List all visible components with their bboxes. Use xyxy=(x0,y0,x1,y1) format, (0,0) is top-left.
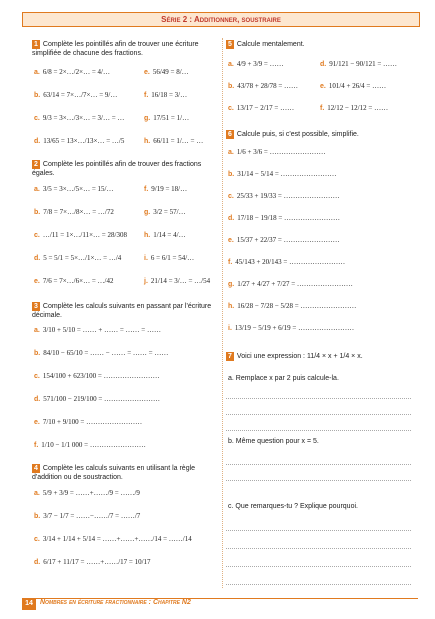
item-expression: 571/100 − 219/100 = …………………… xyxy=(43,395,161,403)
column-separator xyxy=(222,38,223,588)
exercise-item[interactable] xyxy=(144,206,186,219)
exercise-item[interactable] xyxy=(34,347,168,360)
item-expression: 56/49 = 8/… xyxy=(152,68,189,76)
exercise-6-title xyxy=(226,130,411,139)
item-label: a. xyxy=(228,149,234,156)
answer-line[interactable] xyxy=(226,430,411,431)
exercise-7-title xyxy=(226,352,411,361)
item-expression: 17/18 − 19/18 = …………………… xyxy=(237,214,341,222)
exercise-item[interactable] xyxy=(320,58,397,71)
item-expression: 1/14 = 4/… xyxy=(153,231,186,239)
item-label: a. xyxy=(34,490,40,497)
item-label: b. xyxy=(228,171,235,178)
item-label: e. xyxy=(34,278,40,285)
item-expression: 16/28 − 7/28 − 5/28 = …………………… xyxy=(237,302,357,310)
exercise-1-text: Complète les pointillés afin de trouver une écriture simplifiée de chacune des fractions. xyxy=(32,41,199,57)
item-expression: 17/51 = 1/… xyxy=(153,114,190,122)
exercise-item[interactable] xyxy=(144,183,187,196)
item-expression: 15/37 + 22/37 = …………………… xyxy=(236,236,340,244)
exercise-item[interactable] xyxy=(34,112,124,125)
item-expression: 13/19 − 5/19 + 6/19 = …………………… xyxy=(234,324,355,332)
exercise-2-title xyxy=(32,160,217,178)
item-label: b. xyxy=(34,350,41,357)
item-label: e. xyxy=(228,237,234,244)
item-label: g. xyxy=(144,209,151,216)
exercise-3-text: Complète les calculs suivants en passant par l'écriture décimale. xyxy=(32,303,212,319)
item-label: d. xyxy=(34,138,41,145)
exercise-item[interactable] xyxy=(228,190,340,203)
item-label: d. xyxy=(320,61,327,68)
item-expression: 66/11 = 1/… = … xyxy=(153,137,204,145)
answer-line[interactable] xyxy=(226,530,411,531)
page-number: 14 xyxy=(22,598,36,610)
item-label: a. xyxy=(228,61,234,68)
exercise-item[interactable] xyxy=(228,146,326,159)
exercise-7-question-c: c. Que remarques-tu ? Explique pourquoi. xyxy=(228,503,358,510)
item-expression: 84/10 − 65/10 = …… − …… = …… = …… xyxy=(43,349,169,357)
answer-line[interactable] xyxy=(226,584,411,585)
item-expression: 5/9 + 3/9 = ……+……/9 = ……/9 xyxy=(42,489,140,497)
item-expression: 4/9 + 3/9 = …… xyxy=(236,60,284,68)
exercise-item[interactable] xyxy=(144,89,187,102)
exercise-item[interactable] xyxy=(34,370,160,383)
item-expression: 16/18 = 3/… xyxy=(151,91,188,99)
item-label: c. xyxy=(34,232,40,239)
exercise-item[interactable] xyxy=(228,322,354,335)
item-label: d. xyxy=(34,559,41,566)
item-expression: 7/10 + 9/100 = …………………… xyxy=(42,418,143,426)
exercise-item[interactable] xyxy=(34,324,161,337)
item-expression: 21/14 = 3/… = …/54 xyxy=(150,277,211,285)
exercise-item[interactable] xyxy=(228,168,337,181)
item-label: g. xyxy=(228,281,235,288)
exercise-item[interactable] xyxy=(144,112,189,125)
exercise-5-text: Calcule mentalement. xyxy=(236,41,305,48)
exercise-6-number: 6 xyxy=(228,131,232,138)
item-expression: 154/100 + 623/100 = …………………… xyxy=(42,372,160,380)
item-label: i. xyxy=(144,255,148,262)
item-label: f. xyxy=(228,259,233,266)
exercise-item[interactable] xyxy=(34,416,142,429)
exercise-item[interactable] xyxy=(144,229,186,242)
exercise-item[interactable] xyxy=(34,533,192,546)
exercise-item[interactable] xyxy=(34,487,140,500)
exercise-item[interactable] xyxy=(144,135,203,148)
exercise-7-question-b: b. Même question pour x = 5. xyxy=(228,438,319,445)
item-label: b. xyxy=(34,92,41,99)
exercise-1-number: 1 xyxy=(34,41,38,48)
item-expression: 91/121 − 90/121 = …… xyxy=(329,60,398,68)
exercise-item[interactable] xyxy=(228,80,298,93)
answer-line[interactable] xyxy=(226,480,411,481)
item-label: h. xyxy=(144,138,151,145)
item-expression: 43/78 + 28/78 = …… xyxy=(237,82,299,90)
answer-line[interactable] xyxy=(226,548,411,549)
exercise-7-number: 7 xyxy=(228,353,232,360)
exercise-item[interactable] xyxy=(320,80,386,93)
exercise-item[interactable] xyxy=(34,252,121,265)
item-label: a. xyxy=(34,327,40,334)
exercise-2-text: Complète les pointillés afin de trouver des fractions égales. xyxy=(32,161,202,177)
exercise-item[interactable] xyxy=(228,278,353,291)
answer-line[interactable] xyxy=(226,566,411,567)
item-label: d. xyxy=(34,396,41,403)
item-label: i. xyxy=(228,325,232,332)
answer-line[interactable] xyxy=(226,464,411,465)
exercise-item[interactable] xyxy=(34,206,114,219)
item-label: b. xyxy=(34,513,41,520)
answer-line[interactable] xyxy=(226,398,411,399)
item-expression: 1/27 + 4/27 + 7/27 = …………………… xyxy=(237,280,353,288)
answer-line[interactable] xyxy=(226,414,411,415)
exercise-4-text: Complète les calculs suivants en utilisant la règle d'addition ou de soustraction. xyxy=(32,465,196,481)
exercise-5-title xyxy=(226,40,411,49)
exercise-item[interactable] xyxy=(34,556,151,569)
item-label: f. xyxy=(34,442,39,449)
item-label: f. xyxy=(144,186,149,193)
exercise-item[interactable] xyxy=(144,66,189,79)
item-label: h. xyxy=(228,303,235,310)
item-label: b. xyxy=(228,83,235,90)
exercise-item[interactable] xyxy=(228,58,284,71)
exercise-item[interactable] xyxy=(34,275,113,288)
item-label: g. xyxy=(144,115,151,122)
item-label: e. xyxy=(34,419,40,426)
item-label: h. xyxy=(144,232,151,239)
item-label: c. xyxy=(228,193,234,200)
item-label: a. xyxy=(34,186,40,193)
item-expression: 63/14 = 7×…/7×… = 9/… xyxy=(43,91,118,99)
exercise-item[interactable] xyxy=(228,212,340,225)
exercise-3-number: 3 xyxy=(34,303,38,310)
item-label: d. xyxy=(228,215,235,222)
item-expression: 45/143 + 20/143 = …………………… xyxy=(235,258,346,266)
footer-title: Nombres en écriture fractionnaire : Chapitre N2 xyxy=(40,599,191,606)
item-label: c. xyxy=(34,373,40,380)
item-expression: 9/3 = 3×…/3×… = 3/… = … xyxy=(42,114,125,122)
item-label: c. xyxy=(228,105,234,112)
item-expression: 6/17 + 11/17 = ……+……/17 = 10/17 xyxy=(43,558,151,566)
item-expression: 6 = 6/1 = 54/… xyxy=(150,254,195,262)
exercise-item[interactable] xyxy=(228,256,345,269)
exercise-6-text: Calcule puis, si c'est possible, simplifie. xyxy=(236,131,359,138)
exercise-item[interactable] xyxy=(34,439,146,452)
exercise-item[interactable] xyxy=(34,89,117,102)
serie-header: Série 2 : Additionner, soustraire xyxy=(22,12,420,27)
item-expression: 1/6 + 3/6 = …………………… xyxy=(236,148,326,156)
exercise-item[interactable] xyxy=(34,510,140,523)
item-label: b. xyxy=(34,209,41,216)
item-label: d. xyxy=(34,255,41,262)
item-expression: …/11 = 1×…/11×… = 28/308 xyxy=(42,231,127,239)
exercise-item[interactable] xyxy=(34,393,160,406)
item-expression: 12/12 − 12/12 = …… xyxy=(327,104,389,112)
exercise-item[interactable] xyxy=(228,234,340,247)
item-label: a. xyxy=(34,69,40,76)
item-label: f. xyxy=(320,105,325,112)
exercise-2-number: 2 xyxy=(34,161,38,168)
exercise-1-title xyxy=(32,40,217,58)
item-expression: 101/4 + 26/4 = …… xyxy=(328,82,387,90)
exercise-item[interactable] xyxy=(34,66,110,79)
exercise-4-title xyxy=(32,464,217,482)
item-expression: 6/8 = 2×…/2×… = 4/… xyxy=(42,68,110,76)
item-expression: 7/6 = 7×…/6×… = …/42 xyxy=(42,277,114,285)
item-expression: 25/33 + 19/33 = …………………… xyxy=(236,192,340,200)
item-label: e. xyxy=(320,83,326,90)
exercise-item[interactable] xyxy=(34,135,124,148)
exercise-4-number: 4 xyxy=(34,465,38,472)
exercise-item[interactable] xyxy=(320,102,388,115)
exercise-item[interactable] xyxy=(228,102,294,115)
item-label: f. xyxy=(144,92,149,99)
item-expression: 13/17 − 2/17 = …… xyxy=(236,104,295,112)
exercise-item[interactable] xyxy=(34,183,113,196)
item-label: c. xyxy=(34,115,40,122)
item-expression: 5 = 5/1 = 5×…/1×… = …/4 xyxy=(43,254,122,262)
item-label: e. xyxy=(144,69,150,76)
exercise-item[interactable] xyxy=(144,252,194,265)
exercise-3-title xyxy=(32,302,217,320)
item-expression: 13/65 = 13×…/13×… = …/5 xyxy=(43,137,125,145)
item-expression: 3/5 = 3×…/5×… = 15/… xyxy=(42,185,114,193)
item-label: j. xyxy=(144,278,148,285)
item-expression: 3/10 + 5/10 = …… + …… = …… = …… xyxy=(42,326,161,334)
exercise-item[interactable] xyxy=(34,229,127,242)
exercise-7-question-a: a. Remplace x par 2 puis calcule-la. xyxy=(228,375,339,382)
item-expression: 9/19 = 18/… xyxy=(151,185,188,193)
item-expression: 7/8 = 7×…/8×… = …/72 xyxy=(43,208,114,216)
item-expression: 3/14 + 1/14 + 5/14 = ……+……+……/14 = ……/14 xyxy=(42,535,192,543)
item-expression: 3/7 − 1/7 = ……−……/7 = ……/7 xyxy=(43,512,141,520)
exercise-item[interactable] xyxy=(144,275,210,288)
exercise-5-number: 5 xyxy=(228,41,232,48)
exercise-7-text: Voici une expression : 11/4 × x + 1/4 × x. xyxy=(236,353,363,360)
item-expression: 3/2 = 57/… xyxy=(153,208,186,216)
item-expression: 1/10 − 1/1 000 = …………………… xyxy=(41,441,146,449)
exercise-item[interactable] xyxy=(228,300,356,313)
item-expression: 31/14 − 5/14 = …………………… xyxy=(237,170,337,178)
item-label: c. xyxy=(34,536,40,543)
